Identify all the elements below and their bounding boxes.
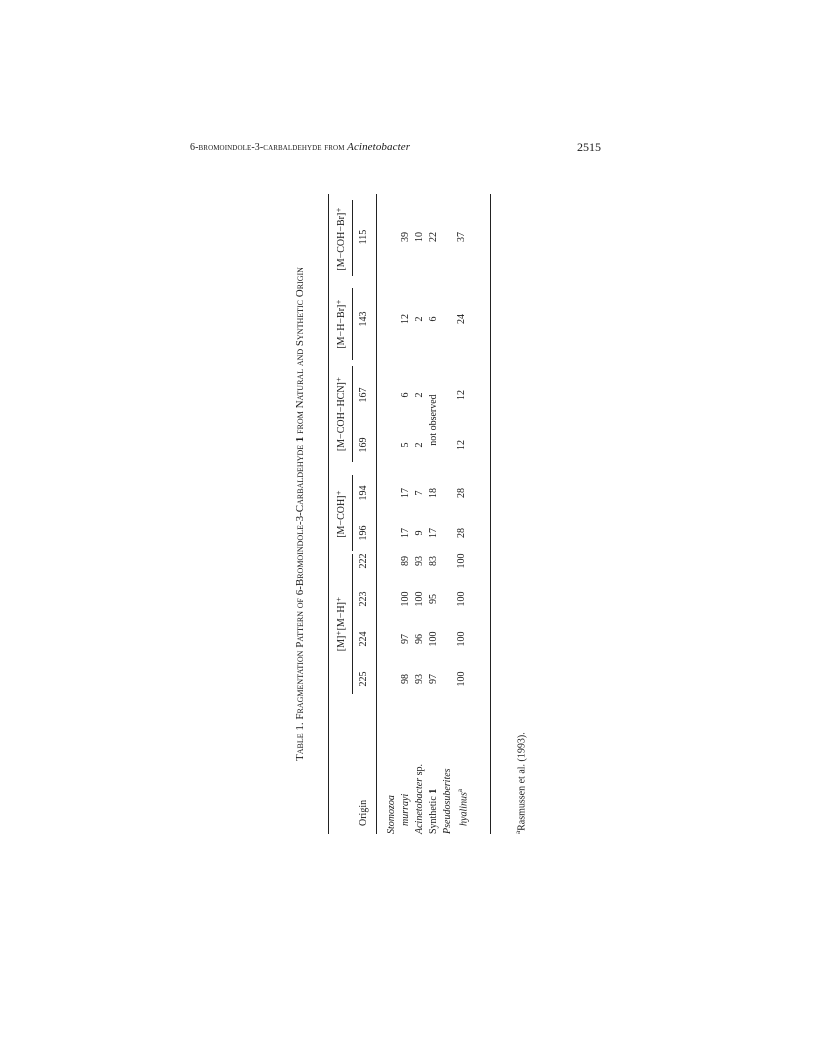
caption-label: Table 1. bbox=[294, 722, 306, 761]
caption-compound: 1 bbox=[294, 436, 306, 443]
value-cell: 37 bbox=[456, 232, 467, 242]
row-origin-text: Synthetic bbox=[428, 793, 439, 834]
footnote-marker: a bbox=[456, 789, 464, 793]
row-origin-line2: murrayi bbox=[400, 793, 411, 826]
mz-header: 115 bbox=[358, 229, 369, 245]
row-origin bbox=[428, 789, 439, 834]
row-origin: Stomozoa bbox=[386, 795, 397, 834]
mz-header: 224 bbox=[358, 631, 369, 647]
page-number: 2515 bbox=[577, 140, 601, 154]
value-cell: 28 bbox=[456, 528, 467, 538]
value-cell: 96 bbox=[414, 634, 425, 644]
group-rule bbox=[352, 554, 353, 694]
row-origin: Pseudosuberites bbox=[442, 768, 453, 834]
value-cell: 89 bbox=[400, 556, 411, 566]
mz-header: 196 bbox=[358, 525, 369, 541]
value-cell: 93 bbox=[414, 674, 425, 684]
value-cell: 100 bbox=[456, 631, 467, 647]
group-header: [M−COH]⁺ bbox=[336, 490, 347, 538]
value-cell: 100 bbox=[456, 591, 467, 607]
footnote-marker: a bbox=[514, 830, 522, 834]
value-cell: 22 bbox=[428, 232, 439, 242]
value-cell: 17 bbox=[400, 528, 411, 538]
value-cell: 98 bbox=[400, 674, 411, 684]
value-cell: 95 bbox=[428, 594, 439, 604]
table-footnote bbox=[514, 732, 527, 834]
value-cell: 17 bbox=[400, 488, 411, 498]
value-cell: 9 bbox=[414, 530, 425, 536]
not-observed-cell: not observed bbox=[428, 394, 439, 446]
footnote-text: Rasmussen et al. (1993). bbox=[516, 732, 528, 831]
mz-header: 225 bbox=[358, 671, 369, 687]
value-cell: 18 bbox=[428, 488, 439, 498]
row-origin-compound: 1 bbox=[428, 788, 439, 794]
group-header: [M]⁺[M−H]⁺ bbox=[336, 596, 347, 652]
value-cell: 28 bbox=[456, 488, 467, 498]
value-cell: 100 bbox=[428, 631, 439, 647]
mz-header: 169 bbox=[358, 437, 369, 453]
running-head-genus: Acinetobacter bbox=[347, 141, 411, 153]
group-header: [M−H−Br]⁺ bbox=[336, 299, 347, 349]
row-origin bbox=[414, 764, 425, 834]
row-origin-species: hyalinus bbox=[458, 792, 470, 826]
caption-text-a: Fragmentation Pattern of 6-Bromoindole-3-Carbaldehyde bbox=[294, 442, 306, 720]
value-cell: 100 bbox=[414, 591, 425, 607]
table-caption bbox=[294, 194, 306, 834]
value-cell: 24 bbox=[456, 314, 467, 324]
value-cell: 100 bbox=[456, 671, 467, 687]
value-cell: 17 bbox=[428, 528, 439, 538]
mz-header: 222 bbox=[358, 553, 369, 569]
value-cell: 6 bbox=[428, 316, 439, 322]
value-cell: 100 bbox=[400, 591, 411, 607]
value-cell: 83 bbox=[428, 556, 439, 566]
value-cell: 6 bbox=[400, 392, 411, 398]
top-rule bbox=[328, 194, 329, 834]
origin-header: Origin bbox=[358, 799, 369, 826]
value-cell: 7 bbox=[414, 490, 425, 496]
group-rule bbox=[352, 366, 353, 462]
group-rule bbox=[352, 288, 353, 360]
bottom-rule bbox=[490, 194, 491, 834]
running-head bbox=[190, 141, 410, 153]
value-cell: 5 bbox=[400, 442, 411, 448]
group-header: [M−COH−Br]⁺ bbox=[336, 207, 347, 271]
group-rule bbox=[352, 475, 353, 551]
value-cell: 12 bbox=[456, 440, 467, 450]
value-cell: 93 bbox=[414, 556, 425, 566]
row-origin-suffix: sp. bbox=[414, 764, 425, 778]
mz-header: 143 bbox=[358, 311, 369, 327]
value-cell: 97 bbox=[428, 674, 439, 684]
row-origin-line2 bbox=[456, 789, 469, 826]
value-cell: 12 bbox=[456, 390, 467, 400]
mz-header: 167 bbox=[358, 387, 369, 403]
value-cell: 2 bbox=[414, 316, 425, 322]
value-cell: 10 bbox=[414, 232, 425, 242]
value-cell: 97 bbox=[400, 634, 411, 644]
mz-header: 223 bbox=[358, 591, 369, 607]
value-cell: 39 bbox=[400, 232, 411, 242]
fragmentation-table bbox=[294, 194, 528, 834]
mz-header: 194 bbox=[358, 485, 369, 501]
value-cell: 100 bbox=[456, 553, 467, 569]
value-cell: 12 bbox=[400, 314, 411, 324]
value-cell: 2 bbox=[414, 442, 425, 448]
header-rule bbox=[376, 194, 377, 834]
value-cell: 2 bbox=[414, 392, 425, 398]
row-origin-genus: Acinetobacter bbox=[414, 777, 425, 834]
group-rule bbox=[352, 200, 353, 276]
group-header: [M−COH−HCN]⁺ bbox=[336, 376, 347, 452]
running-head-text: 6-bromoindole-3-carbaldehyde from bbox=[190, 142, 348, 153]
caption-text-b: from Natural and Synthetic Origin bbox=[294, 267, 306, 437]
